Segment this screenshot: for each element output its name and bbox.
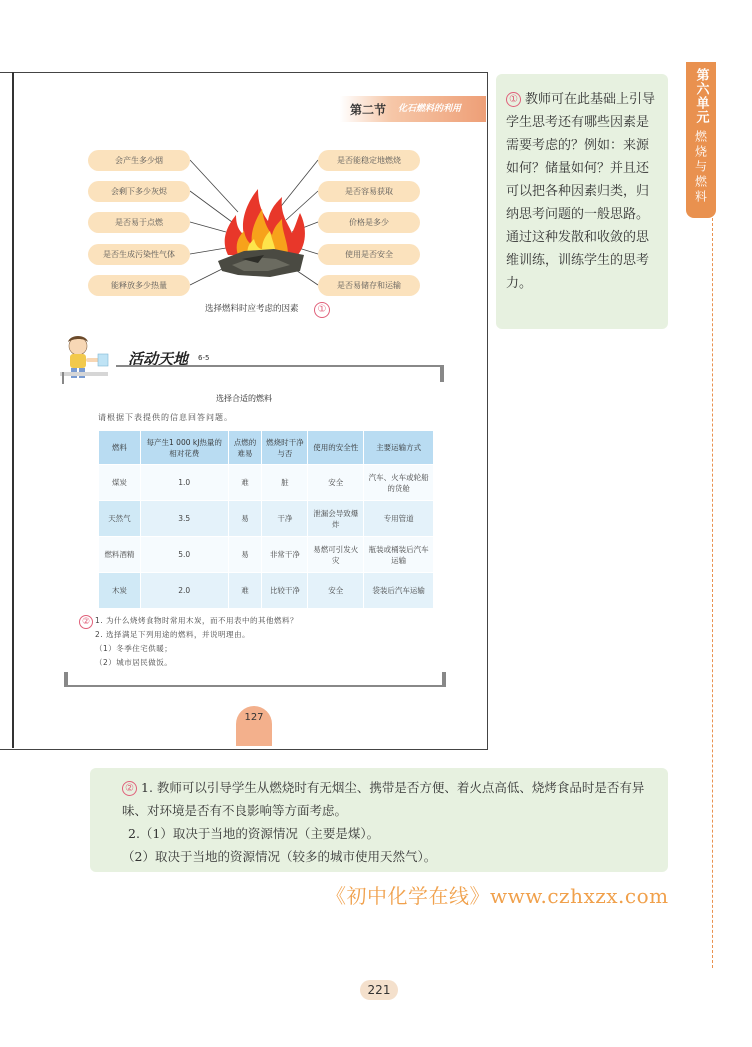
watermark: 《初中化学在线》www.czhxzx.com <box>326 884 669 908</box>
factor-left: 会剩下多少灰烬 <box>88 181 190 202</box>
table-cell: 瓶装或桶装后汽车运输 <box>364 537 434 573</box>
table-cell: 安全 <box>308 465 364 501</box>
factor-left: 是否生成污染性气体 <box>88 244 190 265</box>
fuel-table <box>98 430 434 609</box>
table-cell: 泄漏会导致爆炸 <box>308 501 364 537</box>
factor-right: 使用是否安全 <box>318 244 420 265</box>
header-cell: 燃烧时干净与否 <box>262 431 308 465</box>
question-line: （1）冬季住宅供暖； <box>95 644 173 653</box>
table-header-row <box>99 431 434 465</box>
table-cell: 易燃可引发火灾 <box>308 537 364 573</box>
table-cell: 比较干净 <box>262 573 308 609</box>
table-row <box>99 573 434 609</box>
activity-frame-tick <box>62 372 64 384</box>
table-cell: 易 <box>228 501 262 537</box>
activity-frame-end <box>440 365 444 382</box>
unit-tab <box>686 62 716 218</box>
note-marker-2: ② <box>122 781 137 796</box>
table-cell: 木炭 <box>99 573 141 609</box>
table-cell: 汽车、火车或轮船的货舱 <box>364 465 434 501</box>
note-2-line: （2）取决于当地的资源情况（较多的城市使用天然气）。 <box>122 849 437 864</box>
section-number: 第二节 <box>350 103 387 117</box>
table-cell: 3.5 <box>140 501 228 537</box>
table-instruction: 请根据下表提供的信息回答问题。 <box>98 413 233 422</box>
note-marker-1: ① <box>506 92 521 107</box>
unit-number: 第六单元 <box>693 68 709 124</box>
question-line: 1. 为什么烧烤食物时常用木炭，而不用表中的其他燃料？ <box>95 616 299 625</box>
table-cell: 天然气 <box>99 501 141 537</box>
table-cell: 2.0 <box>140 573 228 609</box>
factor-left: 会产生多少烟 <box>88 150 190 171</box>
table-cell: 易 <box>228 537 262 573</box>
factor-right: 是否能稳定地燃烧 <box>318 150 420 171</box>
table-row <box>99 465 434 501</box>
table-cell: 安全 <box>308 573 364 609</box>
question-line: （2）城市居民做饭。 <box>95 658 173 667</box>
header-cell: 主要运输方式 <box>364 431 434 465</box>
header-cell: 燃料 <box>99 431 141 465</box>
note-1-text: 教师可在此基础上引导学生思考还有哪些因素是需要考虑的？例如：来源如何？储量如何？并且还可以把各种因素归类，归纳思考问题的一般思路。通过这种发散和收敛的思维训练，训练学生的思考力。 <box>506 92 656 291</box>
unit-title: 燃烧与燃料 <box>693 130 708 205</box>
table-cell: 袋装后汽车运输 <box>364 573 434 609</box>
kid-illustration <box>58 332 114 380</box>
table-cell: 专用管道 <box>364 501 434 537</box>
table-cell: 干净 <box>262 501 308 537</box>
factor-left: 能释放多少热量 <box>88 275 190 296</box>
factor-right: 是否易储存和运输 <box>318 275 420 296</box>
header-cell: 点燃的难易 <box>228 431 262 465</box>
diagram-caption: 选择燃料时应考虑的因素 <box>205 304 299 314</box>
table-cell: 煤炭 <box>99 465 141 501</box>
table-cell: 5.0 <box>140 537 228 573</box>
note-2-line <box>100 776 658 822</box>
table-row <box>99 537 434 573</box>
table-cell: 1.0 <box>140 465 228 501</box>
factor-left: 是否易于点燃 <box>88 212 190 233</box>
marker-2: ② <box>79 615 93 629</box>
question-line: 2. 选择满足下列用途的燃料，并说明理由。 <box>95 630 251 639</box>
note-2-text: 1. 教师可以引导学生从燃烧时有无烟尘、携带是否方便、着火点高低、烧烤食品时是否有异味、对环境是否有不良影响等方面考虑。 <box>122 780 645 818</box>
activity-questions <box>95 614 298 670</box>
activity-frame <box>116 365 444 371</box>
factor-right: 价格是多少 <box>318 212 420 233</box>
fire-illustration <box>214 185 310 283</box>
table-cell: 难 <box>228 573 262 609</box>
table-cell: 非常干净 <box>262 537 308 573</box>
activity-number: 6-5 <box>198 354 210 362</box>
activity-frame-bottom <box>64 681 446 687</box>
teacher-note-2 <box>90 768 668 872</box>
header-cell: 每产生1 000 kJ热量的相对花费 <box>140 431 228 465</box>
activity-frame-end <box>442 672 446 687</box>
activity-title: 活动天地 <box>128 350 189 368</box>
page-number: 221 <box>360 980 398 1000</box>
note-2-line: 2.（1）取决于当地的资源情况（主要是煤）。 <box>128 826 380 841</box>
marker-1: ① <box>314 302 330 318</box>
table-cell: 燃料酒精 <box>99 537 141 573</box>
table-cell: 脏 <box>262 465 308 501</box>
textbook-page-number: 127 <box>236 706 272 746</box>
header-cell: 使用的安全性 <box>308 431 364 465</box>
section-title: 化石燃料的利用 <box>398 104 462 114</box>
teacher-note-1 <box>496 74 668 329</box>
table-row <box>99 501 434 537</box>
factor-right: 是否容易获取 <box>318 181 420 202</box>
activity-frame-end <box>64 672 68 687</box>
table-cell: 难 <box>228 465 262 501</box>
table-title: 选择合适的燃料 <box>216 394 272 403</box>
margin-dash-line <box>712 218 713 968</box>
